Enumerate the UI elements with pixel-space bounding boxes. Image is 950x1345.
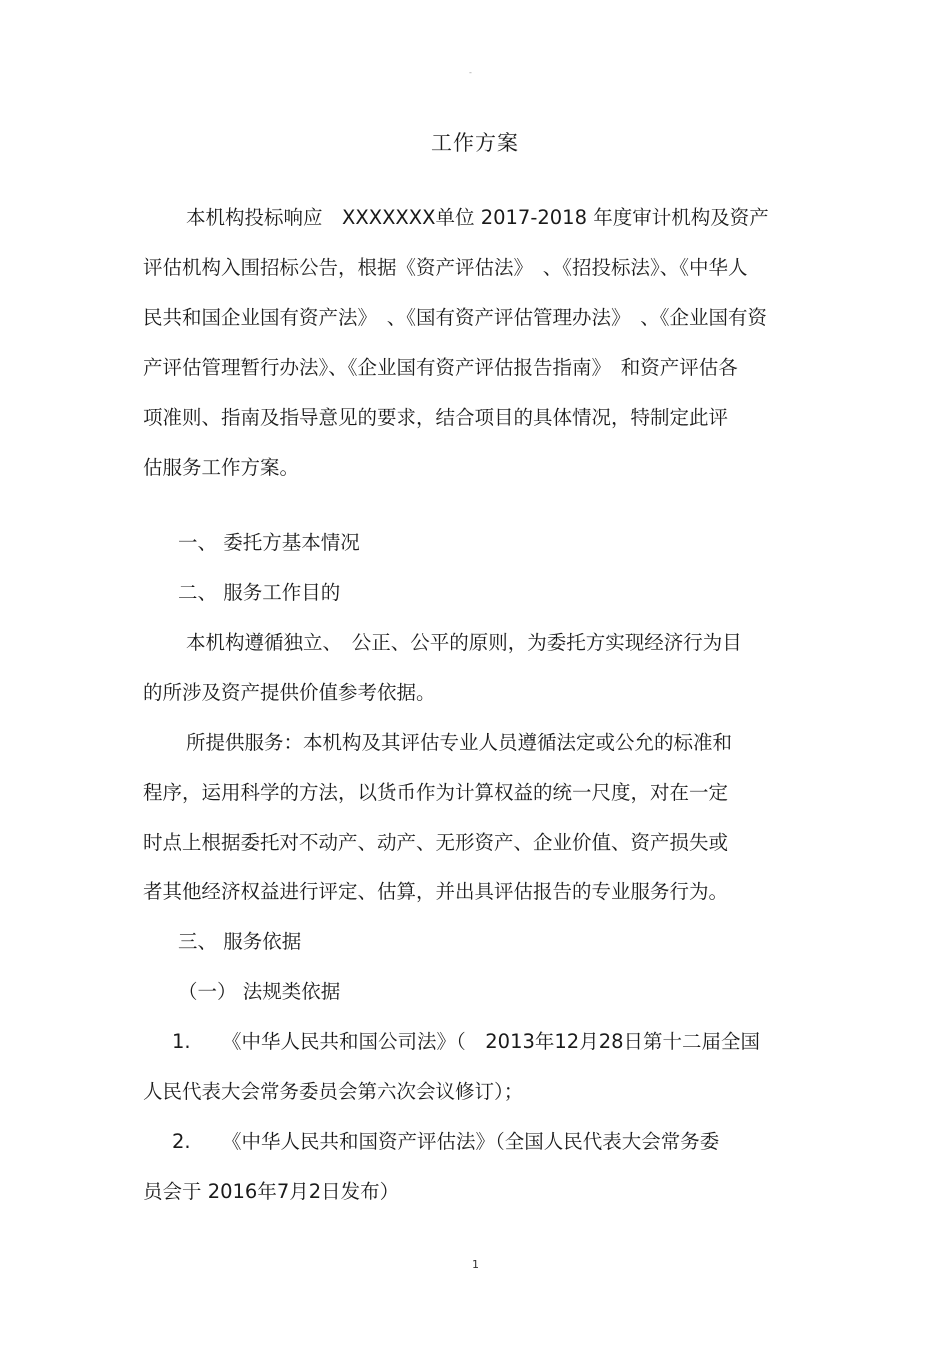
services-line-1: 所提供服务：本机构及其评估专业人员遵循法定或公允的标准和 [186, 731, 733, 754]
law-item-line-2: 员会于 2016年7月2日发布） [143, 1180, 400, 1203]
section2-line-1: 本机构遵循独立、 公正、公平的原则，为委托方实现经济行为目 [186, 631, 742, 654]
section-heading-1: 一、 委托方基本情况 [178, 531, 360, 554]
services-line-2: 程序，运用科学的方法，以货币作为计算权益的统一尺度，对在一定 [143, 781, 729, 804]
section-heading-2: 二、 服务工作目的 [178, 581, 341, 604]
header-mark: - [469, 68, 472, 77]
services-line-4: 者其他经济权益进行评定、估算，并出具评估报告的专业服务行为。 [143, 880, 729, 903]
page-title: 工作方案 [431, 131, 519, 155]
intro-line-5: 项准则、指南及指导意见的要求，结合项目的具体情况，特制定此评 [143, 406, 729, 429]
intro-line-2: 评估机构入围招标公告，根据《资产评估法》 、《招投标法》、《中华人 [143, 256, 748, 279]
section2-line-2: 的所涉及资产提供价值参考依据。 [143, 681, 436, 704]
law-item-number: 1. [172, 1030, 191, 1053]
law-item-line-1: 《中华人民共和国公司法》（ 2013年12月28日第十二届全国 [222, 1030, 761, 1053]
law-item-line-2: 人民代表大会常务委员会第六次会议修订）； [143, 1080, 524, 1103]
law-item-line-1: 《中华人民共和国资产评估法》（全国人民代表大会常务委 [222, 1130, 720, 1153]
intro-line-4: 产评估管理暂行办法》、《企业国有资产评估报告指南》 和资产评估各 [143, 356, 738, 379]
section-heading-3: 三、 服务依据 [178, 930, 302, 953]
subsection-heading-1: （一） 法规类依据 [178, 980, 341, 1003]
law-item-number: 2. [172, 1130, 191, 1153]
intro-line-1: 本机构投标响应 XXXXXXX单位 2017-2018 年度审计机构及资产 [186, 206, 769, 229]
services-line-3: 时点上根据委托对不动产、动产、无形资产、企业价值、资产损失或 [143, 831, 729, 854]
intro-line-3: 民共和国企业国有资产法》 、《国有资产评估管理办法》 、《企业国有资 [143, 306, 768, 329]
page-number: 1 [472, 1258, 479, 1271]
intro-line-6: 估服务工作方案。 [143, 456, 300, 479]
